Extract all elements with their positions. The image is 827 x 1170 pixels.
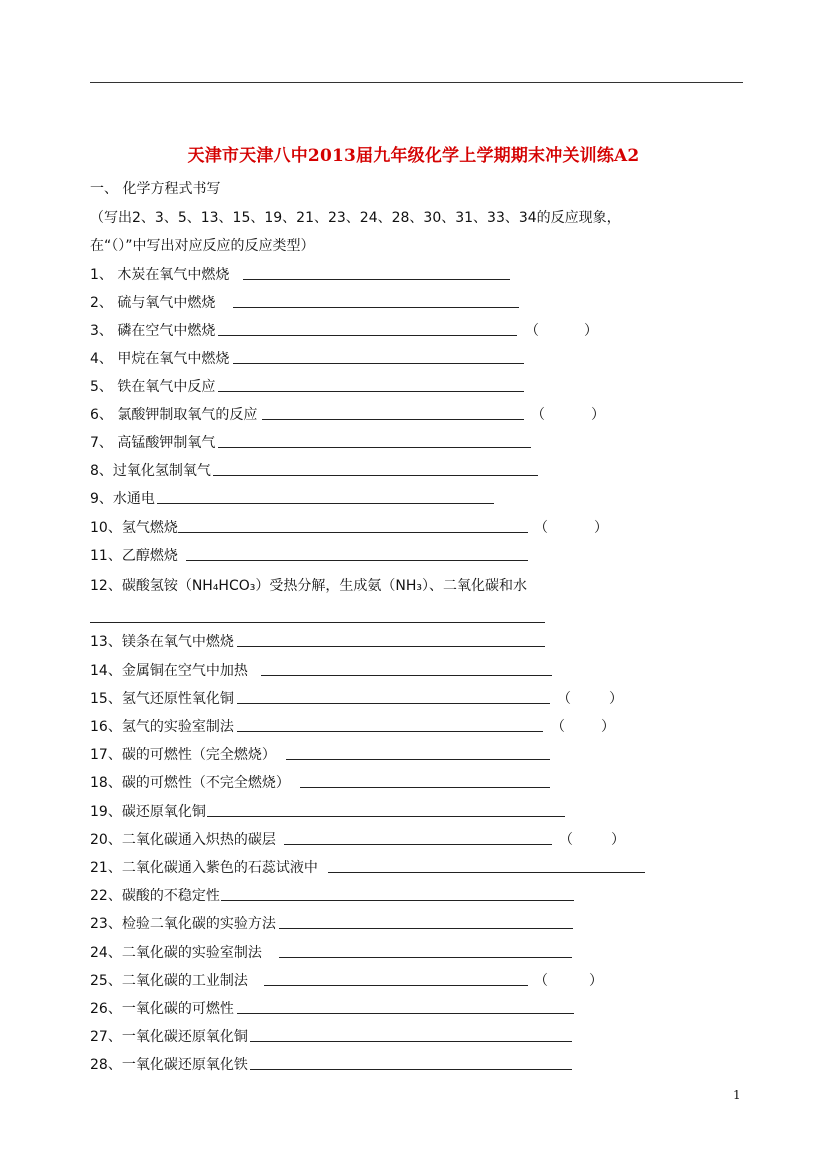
answer-blank[interactable] <box>221 900 574 901</box>
question-label: 27、一氧化碳还原氧化铜 <box>90 1029 248 1045</box>
question-label: 9、水通电 <box>90 491 155 507</box>
answer-blank[interactable] <box>213 475 538 476</box>
reaction-type-paren-close: ） <box>589 973 603 989</box>
instruction-line-1: （写出2、3、5、13、15、19、21、23、24、28、30、31、33、34的反应现象， <box>90 210 621 226</box>
page-number: 1 <box>733 1088 741 1102</box>
question-label: 19、碳还原氧化铜 <box>90 804 206 820</box>
question-row <box>90 1054 740 1074</box>
question-row <box>90 857 740 877</box>
question-label: 6、 氯酸钾制取氧气的反应 <box>90 407 258 423</box>
answer-blank[interactable] <box>157 503 494 504</box>
answer-blank[interactable] <box>233 307 519 308</box>
question-label: 1、 木炭在氧气中燃烧 <box>90 267 230 283</box>
question-row <box>90 348 740 368</box>
question-label: 11、乙醇燃烧 <box>90 548 178 564</box>
reaction-type-paren-open: （ <box>534 973 548 989</box>
question-label: 24、二氧化碳的实验室制法 <box>90 945 262 961</box>
question-label: 7、 高锰酸钾制氧气 <box>90 435 216 451</box>
question-label: 26、一氧化碳的可燃性 <box>90 1001 234 1017</box>
question-row <box>90 829 740 849</box>
question-label: 5、 铁在氧气中反应 <box>90 379 216 395</box>
question-label: 4、 甲烷在氧气中燃烧 <box>90 351 230 367</box>
question-label: 21、二氧化碳通入紫色的石蕊试液中 <box>90 860 318 876</box>
answer-blank[interactable] <box>300 787 550 788</box>
reaction-type-paren-open: （ <box>534 520 548 536</box>
question-label: 2、 硫与氧气中燃烧 <box>90 295 216 311</box>
question-row <box>90 631 740 651</box>
instruction-line-2: 在“（）”中写出对应反应的反应类型） <box>90 238 315 254</box>
reaction-type-paren-close: ） <box>594 520 608 536</box>
answer-blank[interactable] <box>250 1069 572 1070</box>
question-row <box>90 517 740 537</box>
answer-blank[interactable] <box>218 447 531 448</box>
question-row <box>90 376 740 396</box>
question-label: 23、检验二氧化碳的实验方法 <box>90 916 276 932</box>
answer-blank[interactable] <box>264 985 528 986</box>
question-label: 14、金属铜在空气中加热 <box>90 663 248 679</box>
question-row <box>90 432 740 452</box>
answer-blank[interactable] <box>237 731 543 732</box>
question-label: 13、镁条在氧气中燃烧 <box>90 634 234 650</box>
question-row <box>90 744 740 764</box>
question-row <box>90 688 740 708</box>
question-row <box>90 1026 740 1046</box>
question-label: 25、二氧化碳的工业制法 <box>90 973 248 989</box>
reaction-type-paren-close: ） <box>609 691 623 707</box>
reaction-type-paren-close: ） <box>584 323 598 339</box>
question-label: 20、二氧化碳通入炽热的碳层 <box>90 832 276 848</box>
reaction-type-paren-open: （ <box>531 407 545 423</box>
answer-blank[interactable] <box>261 675 552 676</box>
answer-blank[interactable] <box>243 279 510 280</box>
question-row <box>90 885 740 905</box>
question-row <box>90 545 740 565</box>
question-row <box>90 716 740 736</box>
question-label: 22、碳酸的不稳定性 <box>90 888 220 904</box>
answer-blank[interactable] <box>186 560 528 561</box>
answer-blank[interactable] <box>178 532 528 533</box>
reaction-type-paren-open: （ <box>559 832 573 848</box>
answer-blank[interactable] <box>207 816 565 817</box>
reaction-type-paren-open: （ <box>551 719 565 735</box>
question-row <box>90 292 740 312</box>
answer-blank[interactable] <box>279 957 572 958</box>
question-row <box>90 970 740 990</box>
question-label: 3、 磷在空气中燃烧 <box>90 323 216 339</box>
section-heading: 一、 化学方程式书写 <box>90 181 221 197</box>
question-label: 10、氢气燃烧 <box>90 520 178 536</box>
answer-blank[interactable] <box>250 1041 572 1042</box>
question-row <box>90 264 740 284</box>
question-row <box>90 801 740 821</box>
answer-blank[interactable] <box>233 363 524 364</box>
header-rule <box>90 82 743 83</box>
answer-blank[interactable] <box>284 844 552 845</box>
reaction-type-paren-open: （ <box>557 691 571 707</box>
question-label: 28、一氧化碳还原氧化铁 <box>90 1057 248 1073</box>
answer-blank[interactable] <box>237 1013 574 1014</box>
question-row <box>90 998 740 1018</box>
question-12-blank[interactable] <box>90 622 545 623</box>
answer-blank[interactable] <box>328 872 645 873</box>
question-label: 15、氢气还原性氧化铜 <box>90 691 234 707</box>
answer-blank[interactable] <box>218 391 524 392</box>
reaction-type-paren-close: ） <box>591 407 605 423</box>
question-row <box>90 942 740 962</box>
answer-blank[interactable] <box>262 419 524 420</box>
answer-blank[interactable] <box>286 759 550 760</box>
question-row <box>90 488 740 508</box>
answer-blank[interactable] <box>237 646 545 647</box>
reaction-type-paren-close: ） <box>601 719 615 735</box>
question-row <box>90 660 740 680</box>
question-label: 18、碳的可燃性（不完全燃烧） <box>90 775 290 791</box>
reaction-type-paren-open: （ <box>525 323 539 339</box>
question-row <box>90 404 740 424</box>
question-row <box>90 772 740 792</box>
question-label: 8、过氧化氢制氧气 <box>90 463 211 479</box>
answer-blank[interactable] <box>218 335 517 336</box>
question-row <box>90 913 740 933</box>
question-row <box>90 320 740 340</box>
question-row <box>90 460 740 480</box>
document-title: 天津市天津八中2013届九年级化学上学期期末冲关训练A2 <box>187 146 640 166</box>
question-12-label: 12、碳酸氢铵（NH₄HCO₃）受热分解，生成氨（NH₃）、二氧化碳和水 <box>90 578 527 594</box>
reaction-type-paren-close: ） <box>611 832 625 848</box>
answer-blank[interactable] <box>279 928 573 929</box>
question-label: 16、氢气的实验室制法 <box>90 719 234 735</box>
question-label: 17、碳的可燃性（完全燃烧） <box>90 747 276 763</box>
answer-blank[interactable] <box>237 703 550 704</box>
